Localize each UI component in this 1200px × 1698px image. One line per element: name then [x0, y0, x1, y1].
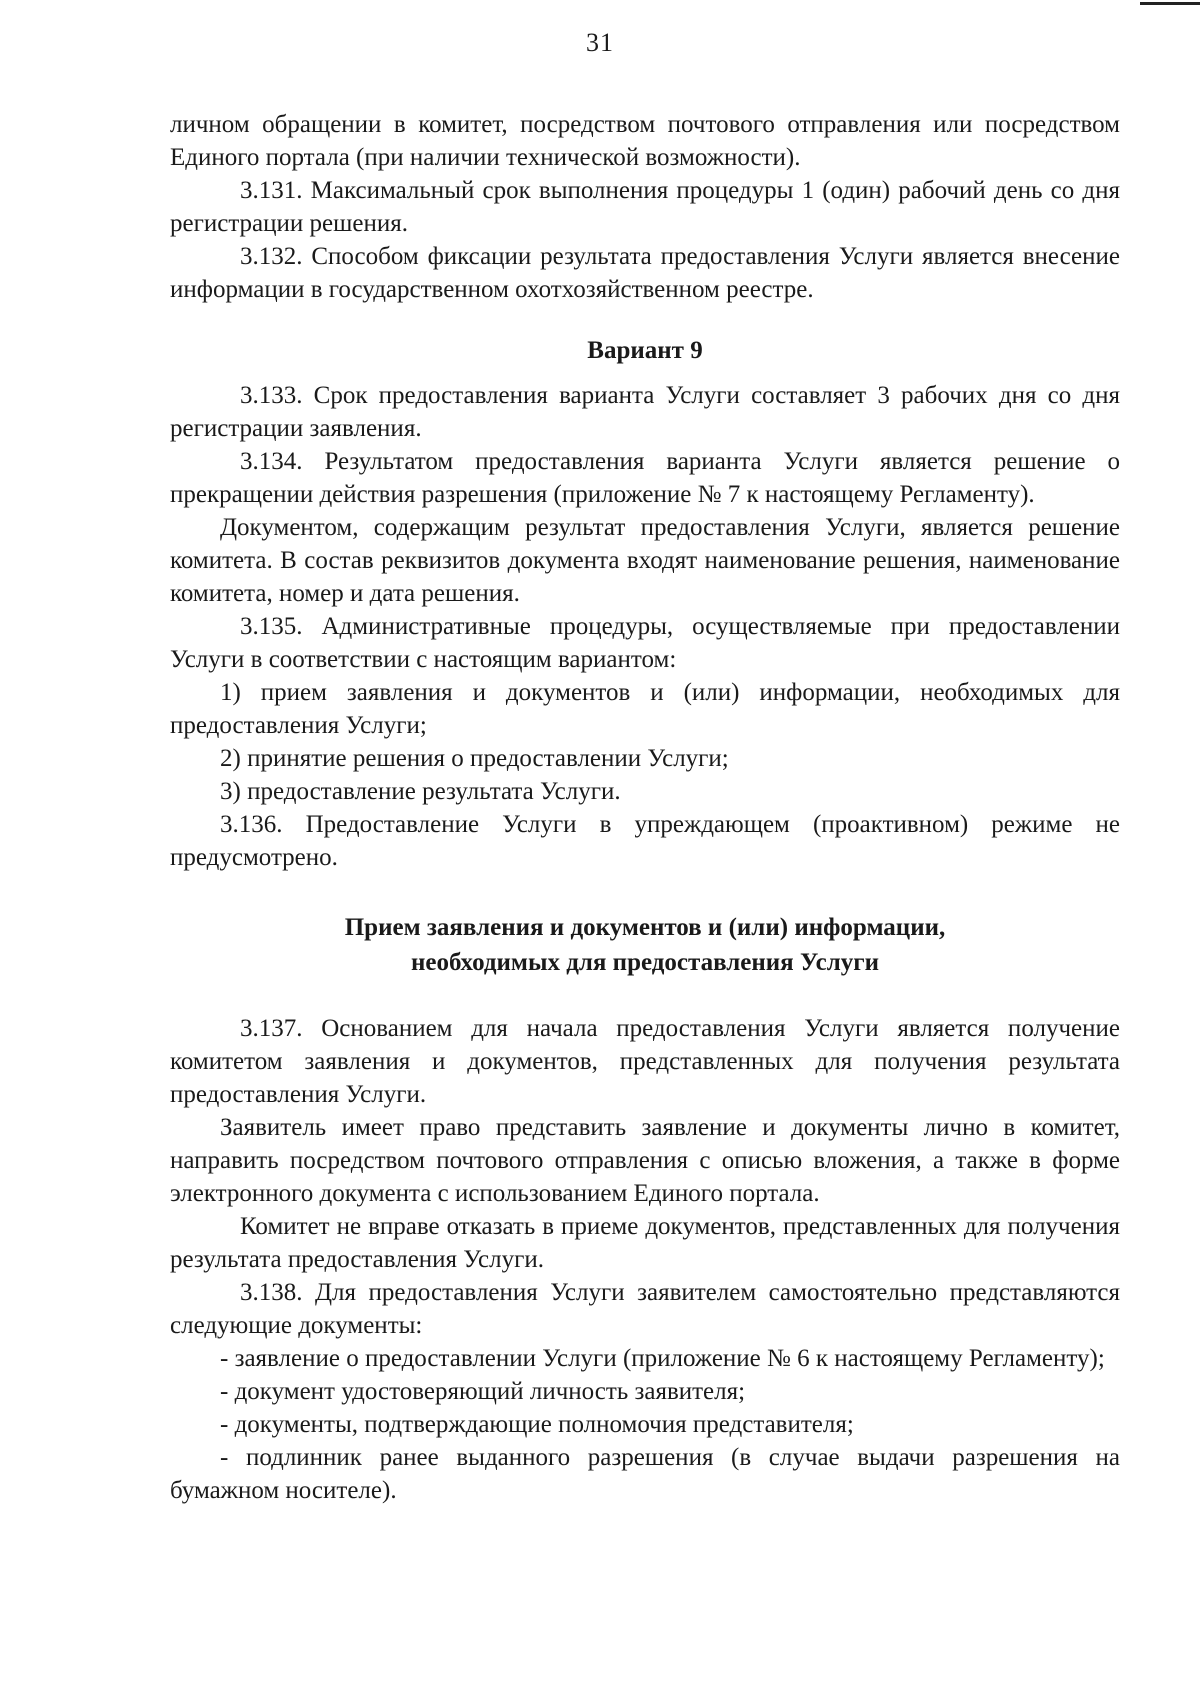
- section-heading-line-2: необходимых для предоставления Услуги: [411, 949, 879, 976]
- paragraph-3-133: 3.133. Срок предоставления варианта Услуги составляет 3 рабочих дня со дня регистрации заявления.: [170, 382, 1120, 442]
- paragraph-applicant-rights: Заявитель имеет право представить заявление и документы лично в комитет, направить посредством почтового отправления с описью вложения, а также в форме электронного документа с использованием Единого портала.: [170, 1114, 1120, 1207]
- section-heading-line-1: Прием заявления и документов и (или) информации,: [344, 914, 946, 941]
- document-body: [170, 108, 1120, 1507]
- document-item-original-permit: - подлинник ранее выданного разрешения (в случае выдачи разрешения на бумажном носителе).: [170, 1444, 1120, 1504]
- paragraph-result-document: Документом, содержащим результат предоставления Услуги, является решение комитета. В состав реквизитов документа входят наименование решения, наименование комитета, номер и дата решения.: [170, 514, 1120, 607]
- document-item-application: - заявление о предоставлении Услуги (приложение № 6 к настоящему Регламенту);: [220, 1345, 1105, 1372]
- paragraph-3-134: 3.134. Результатом предоставления варианта Услуги является решение о прекращении действия разрешения (приложение № 7 к настоящему Регламенту).: [170, 448, 1120, 508]
- page-number: 31: [586, 28, 614, 57]
- scan-edge-mark: [1140, 2, 1200, 5]
- paragraph-3-138: 3.138. Для предоставления Услуги заявителем самостоятельно представляются следующие документы:: [170, 1279, 1120, 1339]
- section-heading-variant-9: Вариант 9: [587, 337, 703, 364]
- section-heading-reception: [170, 910, 1120, 980]
- list-item-1: 1) прием заявления и документов и (или) информации, необходимых для предоставления Услуги;: [170, 679, 1120, 739]
- paragraph-3-131: 3.131. Максимальный срок выполнения процедуры 1 (один) рабочий день со дня регистрации решения.: [170, 177, 1120, 237]
- paragraph-3-136: 3.136. Предоставление Услуги в упреждающем (проактивном) режиме не предусмотрено.: [170, 811, 1120, 871]
- list-item-2: 2) принятие решения о предоставлении Услуги;: [220, 745, 729, 772]
- document-item-authority: - документы, подтверждающие полномочия представителя;: [220, 1411, 854, 1438]
- document-item-identity: - документ удостоверяющий личность заявителя;: [220, 1378, 746, 1405]
- list-item-3: 3) предоставление результата Услуги.: [220, 778, 621, 805]
- paragraph-3-132: 3.132. Способом фиксации результата предоставления Услуги является внесение информации в государственном охотхозяйственном реестре.: [170, 243, 1120, 303]
- paragraph-3-137: 3.137. Основанием для начала предоставления Услуги является получение комитетом заявления и документов, представленных для получения результата предоставления Услуги.: [170, 1015, 1120, 1108]
- paragraph-3-135: 3.135. Административные процедуры, осуществляемые при предоставлении Услуги в соответствии с настоящим вариантом:: [170, 613, 1120, 673]
- paragraph-continuation: личном обращении в комитет, посредством почтового отправления или посредством Единого портала (при наличии технической возможности).: [170, 111, 1120, 171]
- paragraph-committee-no-refusal: Комитет не вправе отказать в приеме документов, представленных для получения результата предоставления Услуги.: [170, 1213, 1120, 1273]
